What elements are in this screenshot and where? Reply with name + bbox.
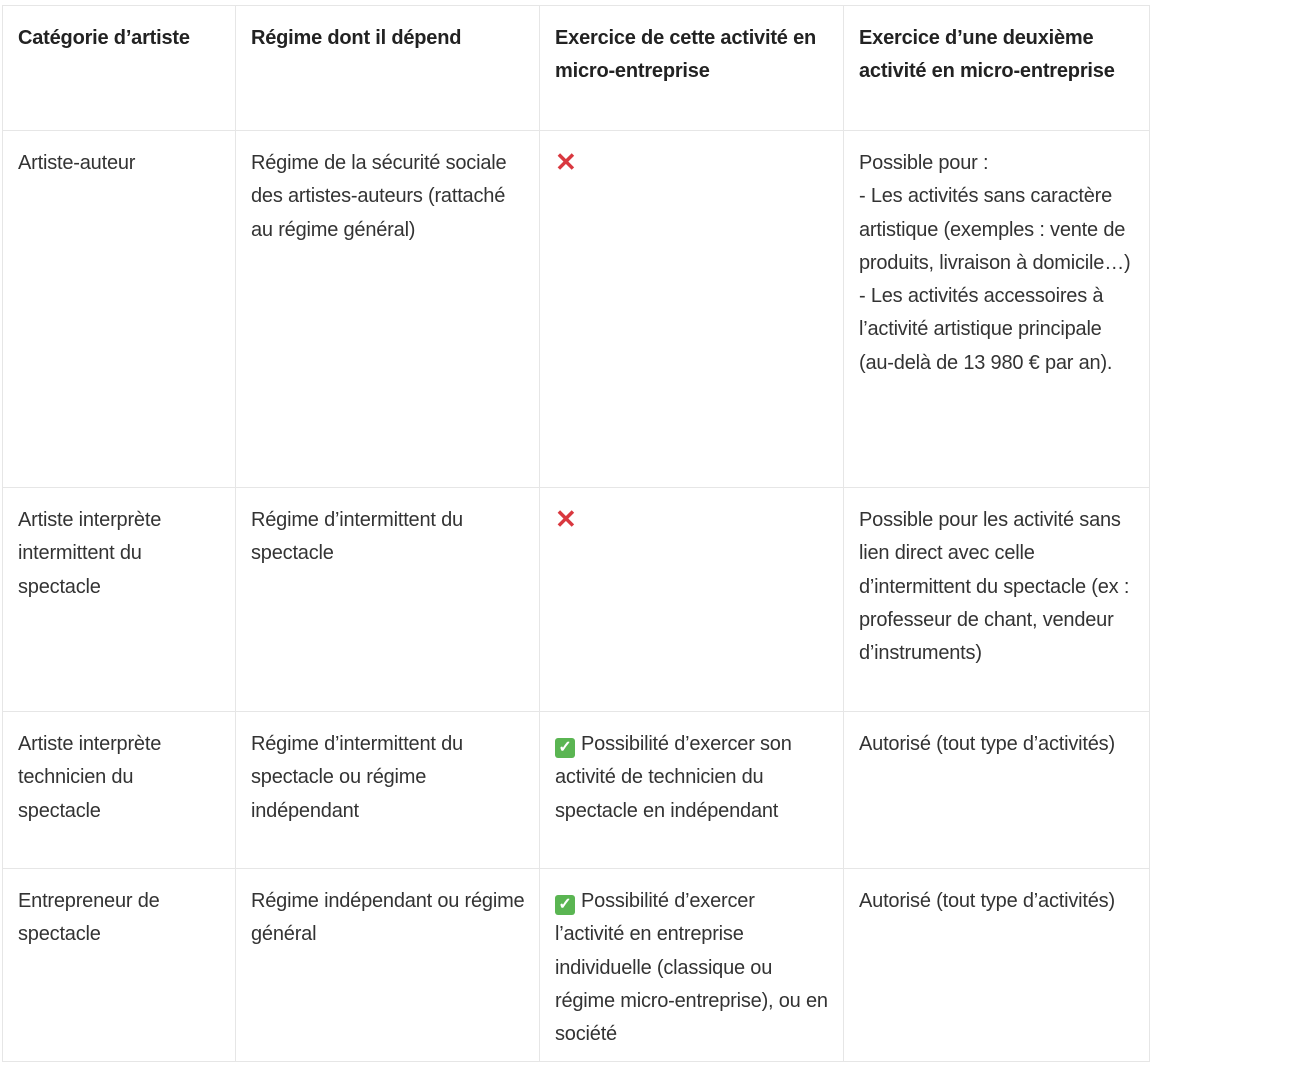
table-row	[3, 131, 1150, 488]
regime-cell: Régime d’intermittent du spectacle	[236, 488, 540, 712]
header-micro: Exercice de cette activité en micro-entreprise	[540, 6, 844, 131]
second-activity-cell: Possible pour : - Les activités sans caractère artistique (exemples : vente de produits, livraison à domicile…) - Les activités accessoires à l’activité artistique principale (au-delà de 13 980 € par an).	[844, 131, 1150, 488]
header-category: Catégorie d’artiste	[3, 6, 236, 131]
category-cell: Artiste interprète technicien du spectacle	[3, 712, 236, 869]
table-row	[3, 712, 1150, 869]
second-activity-cell: Autorisé (tout type d’activités)	[844, 869, 1150, 1062]
table-row	[3, 869, 1150, 1062]
header-regime: Régime dont il dépend	[236, 6, 540, 131]
artist-regime-table	[2, 5, 1150, 1062]
category-cell: Entrepreneur de spectacle	[3, 869, 236, 1062]
header-second-activity: Exercice d’une deuxième activité en micro-entreprise	[844, 6, 1150, 131]
cross-icon: ✕	[555, 504, 577, 534]
micro-text: Possibilité d’exercer son activité de technicien du spectacle en indépendant	[555, 733, 792, 822]
micro-cell	[540, 869, 844, 1062]
micro-cell	[540, 488, 844, 712]
table-row	[3, 488, 1150, 712]
category-cell: Artiste interprète intermittent du spectacle	[3, 488, 236, 712]
regime-cell: Régime d’intermittent du spectacle ou régime indépendant	[236, 712, 540, 869]
regime-cell: Régime indépendant ou régime général	[236, 869, 540, 1062]
check-icon: ✓	[555, 738, 575, 758]
micro-cell	[540, 712, 844, 869]
header-row	[3, 6, 1150, 131]
micro-cell	[540, 131, 844, 488]
check-icon: ✓	[555, 895, 575, 915]
second-activity-cell: Autorisé (tout type d’activités)	[844, 712, 1150, 869]
micro-text: Possibilité d’exercer l’activité en entreprise individuelle (classique ou régime micro-entreprise), ou en société	[555, 890, 828, 1046]
category-cell: Artiste-auteur	[3, 131, 236, 488]
second-activity-cell: Possible pour les activité sans lien direct avec celle d’intermittent du spectacle (ex : professeur de chant, vendeur d’instruments)	[844, 488, 1150, 712]
regime-cell: Régime de la sécurité sociale des artistes-auteurs (rattaché au régime général)	[236, 131, 540, 488]
cross-icon: ✕	[555, 147, 577, 177]
